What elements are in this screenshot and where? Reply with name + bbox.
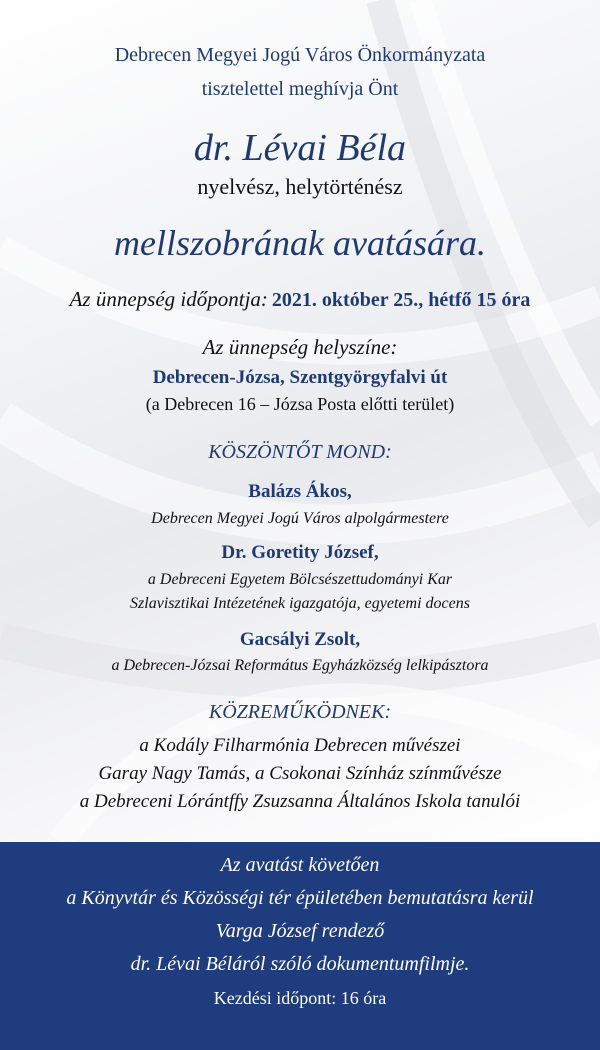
honoree-profession: nyelvész, helytörténész	[197, 174, 403, 199]
contributor-item: a Kodály Filharmónia Debrecen művészei	[139, 735, 461, 756]
speaker-name: Gacsályi Zsolt,	[239, 629, 361, 650]
footer-line: Varga József rendező	[215, 920, 385, 942]
event-date	[0, 287, 600, 312]
date-value: 2021. október 25., hétfő 15 óra	[271, 289, 531, 311]
contributor-item: a Debreceni Lórántffy Zsuzsanna Általános Iskola tanulói	[79, 791, 521, 812]
speakers-heading: KÖSZÖNTŐT MOND:	[208, 441, 392, 463]
contributor-item: Garay Nagy Tamás, a Csokonai Színház színművésze	[98, 763, 502, 784]
speaker-role: Debrecen Megyei Jogú Város alpolgármestere	[151, 510, 449, 527]
place-note: (a Debrecen 16 – Józsa Posta előtti terület)	[145, 394, 455, 414]
footer-line: Az avatást követően	[220, 854, 380, 876]
start-time: Kezdési időpont: 16 óra	[213, 988, 387, 1008]
speaker-role: a Debrecen-Józsai Református Egyházközség lelkipásztora	[111, 657, 489, 674]
footer-line: dr. Lévai Béláról szóló dokumentumfilmje.	[130, 953, 470, 975]
place-label: Az ünnepség helyszíne:	[202, 335, 398, 359]
speaker-role: Szlavisztikai Intézetének igazgatója, egyetemi docens	[130, 595, 470, 612]
occasion-title: mellszobrának avatására.	[114, 223, 486, 263]
speaker-role: a Debreceni Egyetem Bölcsészettudományi Kar	[147, 571, 453, 588]
organizer: Debrecen Megyei Jogú Város Önkormányzata	[114, 44, 486, 66]
footer-line: a Könyvtár és Közösségi tér épületében bemutatásra kerül	[66, 887, 534, 909]
contributors-heading: KÖZREMŰKÖDNEK:	[208, 701, 392, 723]
footer-banner	[0, 842, 600, 1050]
speaker-name: Dr. Goretity József,	[221, 542, 379, 563]
place-value: Debrecen-Józsa, Szentgyörgyfalvi út	[152, 367, 448, 388]
invite-text: tisztelettel meghívja Önt	[201, 78, 399, 100]
speaker-name: Balázs Ákos,	[248, 481, 352, 502]
honoree-name: dr. Lévai Béla	[193, 127, 407, 169]
date-label: Az ünnepség időpontja:	[69, 287, 268, 311]
